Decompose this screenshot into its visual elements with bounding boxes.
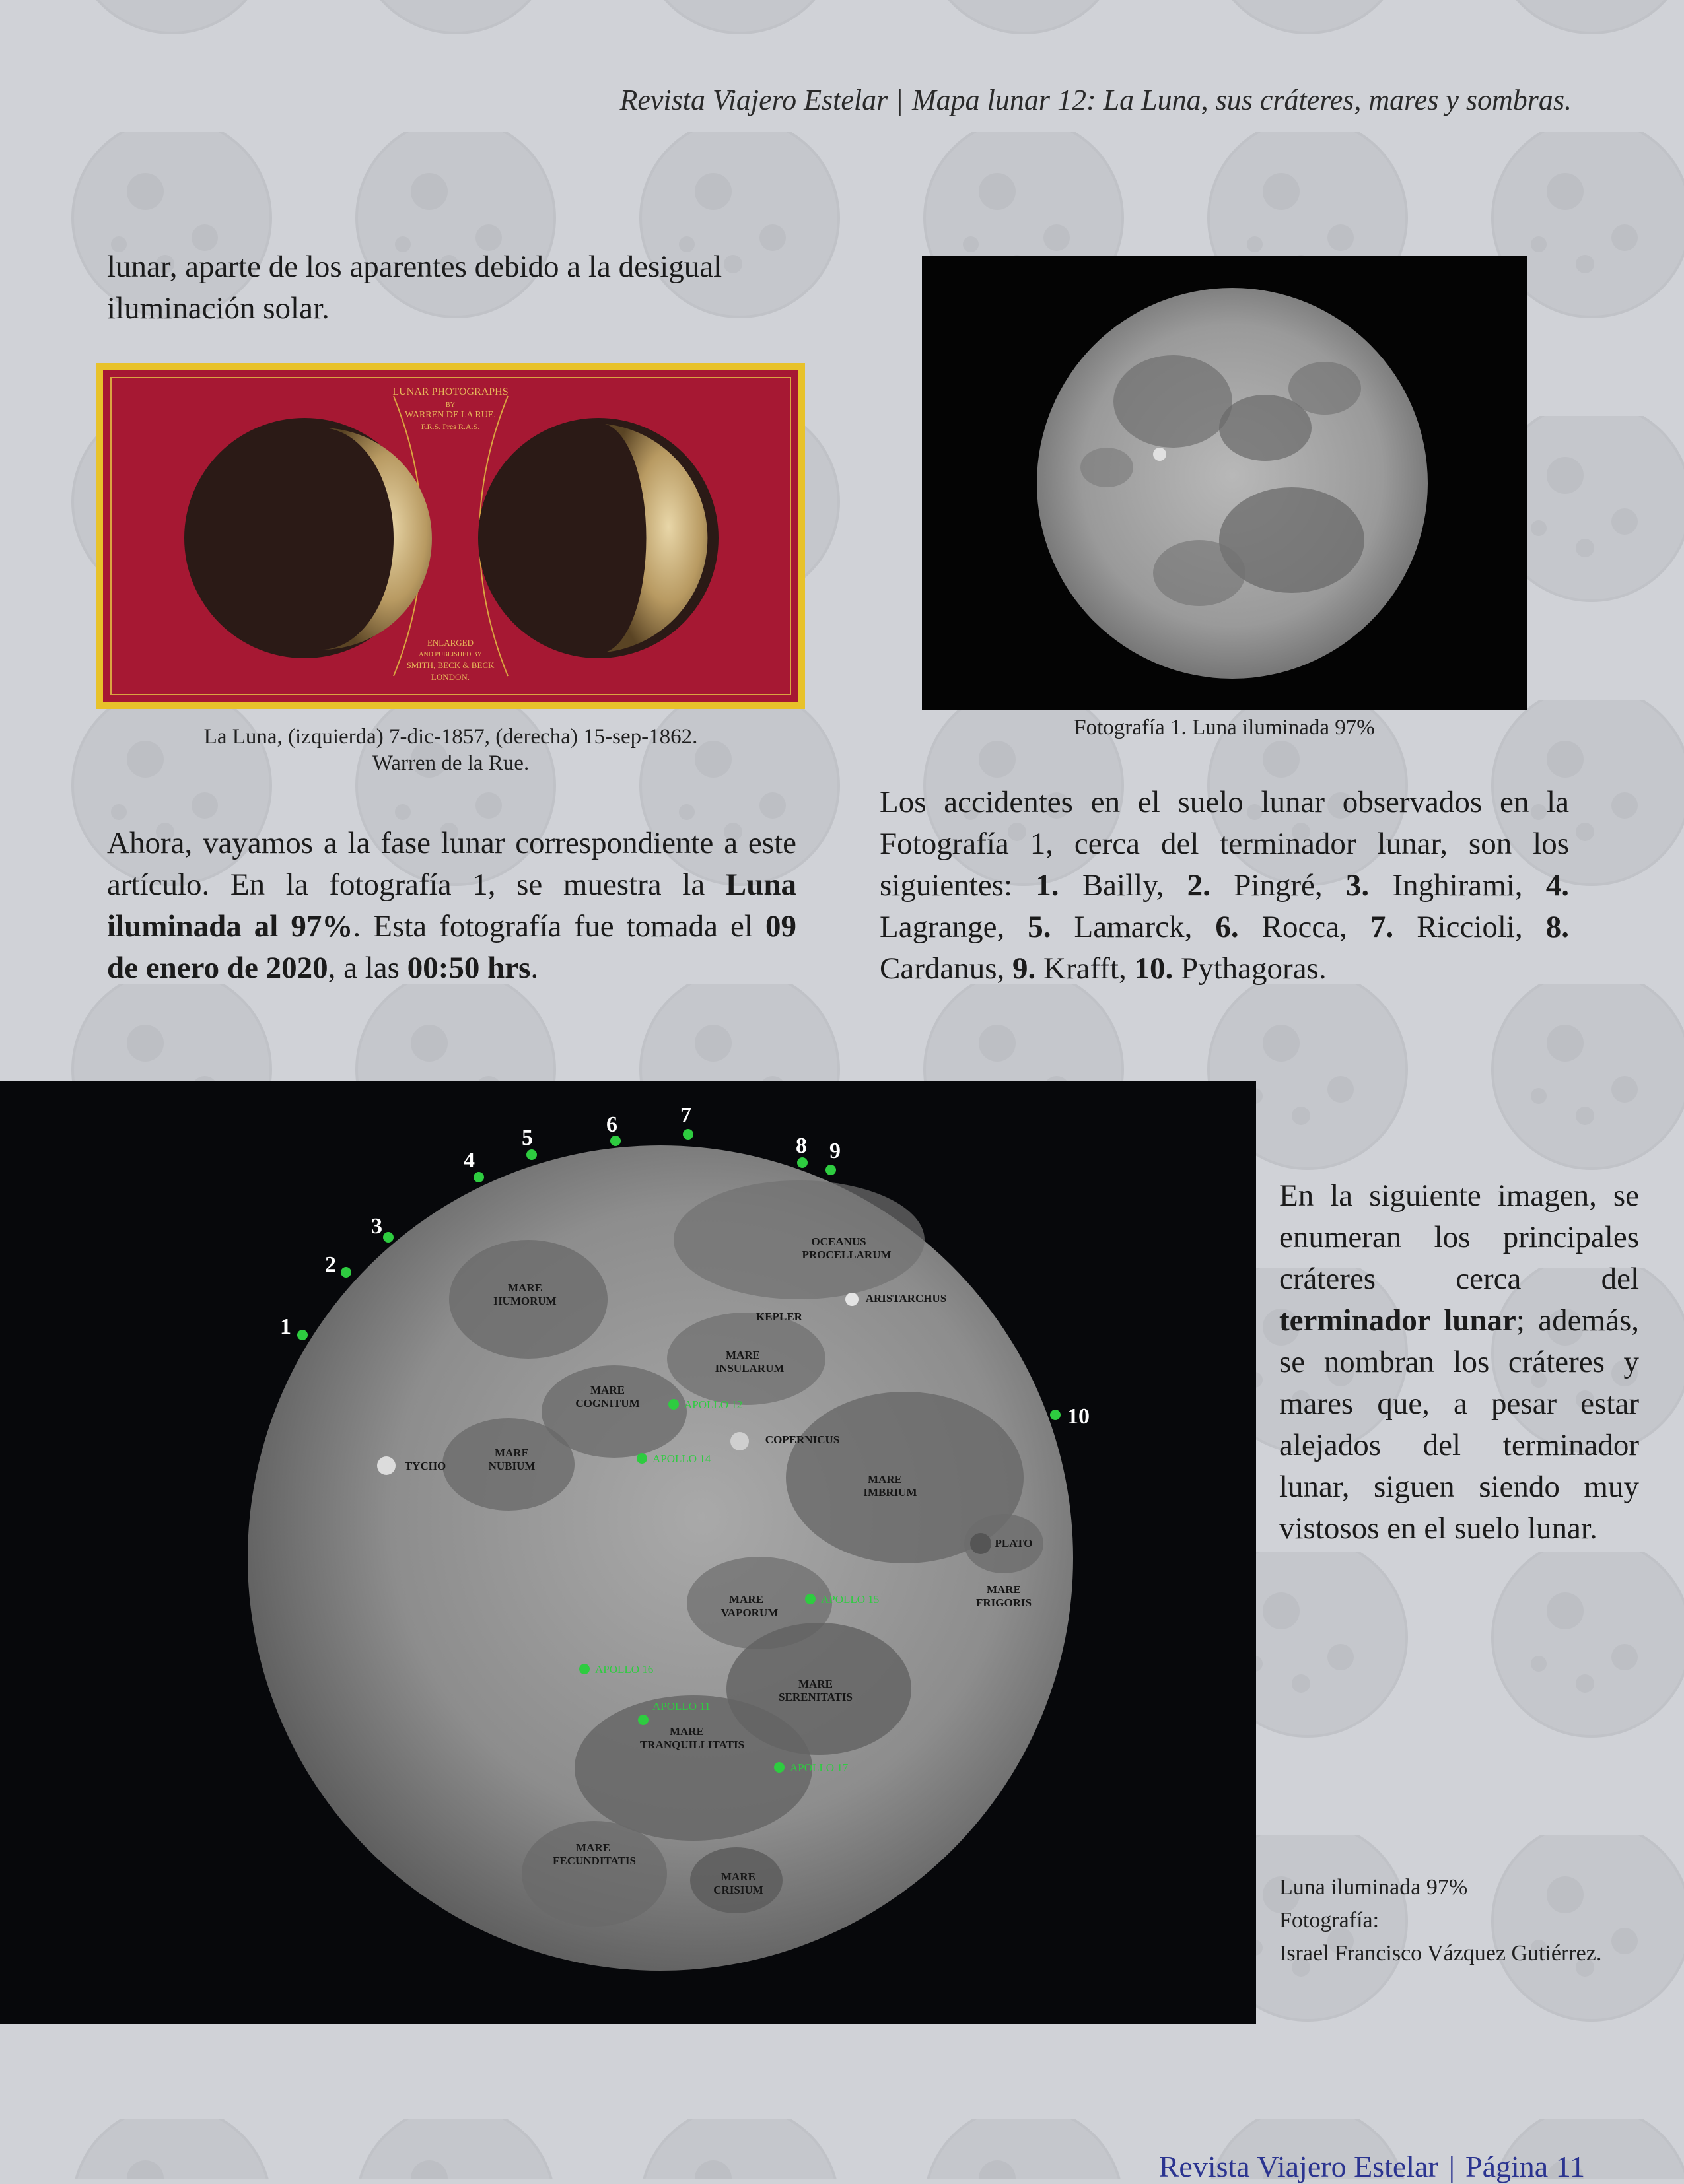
crater-number: 6. [1215,910,1239,944]
photo-1-full-moon [922,256,1527,710]
apollo-label: APOLLO 17 [790,1761,849,1774]
crater-number-9: 9 [829,1139,841,1163]
crater-number: 9. [1012,951,1036,986]
right-paragraph-intro: Los accidentes en el suelo lunar observados en la Fotografía 1, cerca del terminador lunar, son los siguientes: [880,785,1569,903]
crater-name: Rocca [1261,910,1340,944]
label-aristarchus: ARISTARCHUS [865,1292,947,1305]
left-paragraph-bold: 00:50 hrs [407,951,531,985]
label-serenitatis: MARE [798,1678,833,1690]
apollo-point [805,1594,816,1604]
left-paragraph-text: . Esta fotografía fue tomada el [353,909,765,943]
label-nubium: NUBIUM [488,1460,536,1472]
apollo-label: APOLLO 16 [595,1663,654,1676]
label-nubium: MARE [495,1447,529,1459]
apollo-point [579,1664,590,1674]
label-vaporum: MARE [729,1593,763,1606]
side-paragraph-text: En la siguiente imagen, se enumeran los principales cráteres cerca del [1279,1178,1639,1296]
label-tranquillitatis: TRANQUILLITATIS [639,1738,745,1751]
label-imbrium: IMBRIUM [863,1486,917,1499]
label-imbrium: MARE [868,1473,902,1485]
crater-name: Lamarck [1074,910,1185,944]
crater-number-10: 10 [1067,1404,1090,1429]
crater-name: Riccioli [1417,910,1515,944]
warren-de-la-rue-image [96,363,805,709]
label-kepler: KEPLER [756,1311,802,1323]
footer-magazine: Revista Viajero Estelar [1158,2150,1438,2183]
label-frigoris: MARE [987,1583,1021,1596]
crater-number-3: 3 [371,1214,382,1239]
side-paragraph-bold: terminador lunar [1279,1303,1516,1338]
crater-number-6: 6 [606,1112,617,1137]
label-oceanus: OCEANUS [811,1235,866,1248]
crater-number: 4. [1545,868,1570,903]
apollo-label: APOLLO 14 [652,1452,711,1465]
label-crisium: CRISIUM [713,1884,763,1896]
crater-number: 8. [1545,910,1570,944]
crater-name: Pingré [1234,868,1315,903]
photo-credit [1279,1871,1675,1970]
card-text-line: F.R.S. Pres R.A.S. [421,422,480,431]
intro-text: lunar, aparte de los aparentes debido a la desigual iluminación solar. [107,250,722,325]
card-text-line: LONDON. [431,672,470,682]
left-paragraph-text: , a las [328,951,407,985]
crater-number-1: 1 [280,1314,291,1339]
credit-line3: Israel Francisco Vázquez Gutiérrez. [1279,1941,1602,1965]
left-paragraph [107,823,796,989]
right-paragraph: Los accidentes en el suelo lunar observados en la Fotografía 1, cerca del terminador lunar, son los siguientes: 1. Bailly, 2. Pingré, 3. Inghirami, 4. Lagrange, 5. Lamarck, 6. Rocca, 7. Riccioli, 8. Cardanus, 9. Krafft, 10. Pythagoras. [880,785,1570,986]
apollo-label: APOLLO 11 [652,1700,711,1713]
card-text-line: SMITH, BECK & BECK [406,660,495,670]
crater-number: 5. [1028,910,1051,944]
label-vaporum: VAPORUM [720,1606,779,1619]
apollo-label: APOLLO 12 [684,1398,743,1411]
card-text-line: BY [446,401,455,409]
apollo-label: APOLLO 15 [821,1593,880,1606]
crater-point-3 [383,1232,394,1243]
crater-number: 1. [1035,868,1059,903]
running-header [462,83,1572,117]
label-plato: PLATO [995,1537,1033,1550]
label-fecunditatis: MARE [576,1841,610,1854]
annotated-moon-map [0,1081,1256,2024]
label-cognitum: COGNITUM [575,1397,640,1410]
photo-1-caption: Fotografía 1. Luna iluminada 97% [1074,716,1375,739]
card-text-line: AND PUBLISHED BY [419,651,482,658]
crater-point-2 [341,1267,351,1278]
label-insularum: MARE [726,1349,760,1361]
moon-map-illustration [0,1081,1256,2024]
label-tycho: TYCHO [404,1460,446,1472]
label-crisium: MARE [721,1870,755,1883]
crater-number-7: 7 [680,1103,691,1128]
credit-line1: Luna iluminada 97% [1279,1875,1468,1899]
card-text-line: ENLARGED [427,638,474,648]
page-number: Página 11 [1465,2150,1585,2183]
side-paragraph [1279,1175,1639,1550]
label-humorum: HUMORUM [493,1295,557,1307]
header-magazine: Revista Viajero Estelar [619,84,888,116]
rue-caption [96,724,805,776]
card-text-line: LUNAR PHOTOGRAPHS [392,386,509,397]
apollo-point [637,1453,647,1464]
label-serenitatis: SERENITATIS [779,1691,853,1703]
header-article-title: Mapa lunar 12: La Luna, sus cráteres, mares y sombras. [912,84,1572,116]
rue-caption-line1: La Luna, (izquierda) 7-dic-1857, (derecha) 15-sep-1862. [203,725,698,749]
full-moon-illustration [922,256,1527,710]
card-text-line: WARREN DE LA RUE. [405,410,496,420]
label-copernicus: COPERNICUS [765,1433,840,1446]
crater-number: 2. [1187,868,1210,903]
stereo-card-illustration [103,370,798,702]
moon-disc [248,1145,1073,1971]
crater-number: 3. [1345,868,1370,903]
header-separator: | [897,84,903,116]
crater-point-10 [1050,1410,1061,1420]
apollo-point [774,1762,785,1773]
credit-line2: Fotografía: [1279,1908,1380,1932]
label-humorum: MARE [508,1281,542,1294]
crater-name: Pythagoras [1180,951,1319,986]
left-paragraph-text: Ahora, vayamos a la fase lunar correspondiente a este artículo. En la fotografía 1, se muestra la [107,826,796,902]
left-paragraph-bold: 09 de enero de 2020 [107,909,796,985]
apollo-point [668,1399,679,1410]
apollo-point [638,1715,649,1725]
crater-number-8: 8 [796,1134,807,1158]
label-insularum: INSULARUM [715,1362,785,1375]
footer-separator: | [1448,2150,1455,2183]
crater-point-9 [825,1165,836,1175]
label-fecunditatis: FECUNDITATIS [553,1855,636,1867]
crater-point-7 [683,1129,693,1140]
crater-point-8 [797,1157,808,1168]
crater-name: Cardanus [880,951,997,986]
crater-point-5 [526,1149,537,1160]
crater-number-5: 5 [522,1126,533,1150]
crater-point-1 [297,1330,308,1340]
crater-name: Lagrange [880,910,997,944]
label-oceanus: PROCELLARUM [802,1248,892,1261]
crater-name: Bailly [1082,868,1156,903]
left-paragraph-bold: Luna iluminada al 97% [107,868,796,943]
side-paragraph-text: ; además, se nombran los cráteres y mares que, a pesar estar alejados del terminador lunar, siguen siendo muy vistosos en el suelo lunar. [1279,1303,1639,1546]
crater-number-2: 2 [325,1252,336,1277]
crater-name: Inghirami [1392,868,1515,903]
crater-point-6 [610,1136,621,1146]
crater-point-4 [474,1172,484,1182]
label-cognitum: MARE [590,1384,625,1396]
crater-number-4: 4 [464,1148,475,1173]
label-frigoris: FRIGORIS [975,1596,1032,1609]
rue-caption-line2: Warren de la Rue. [372,751,530,775]
page-footer [991,2149,1585,2184]
crater-name: Krafft [1043,951,1119,986]
crater-number: 10. [1134,951,1174,986]
crater-number: 7. [1370,910,1394,944]
left-paragraph-text: . [530,951,539,985]
label-tranquillitatis: MARE [670,1725,704,1738]
